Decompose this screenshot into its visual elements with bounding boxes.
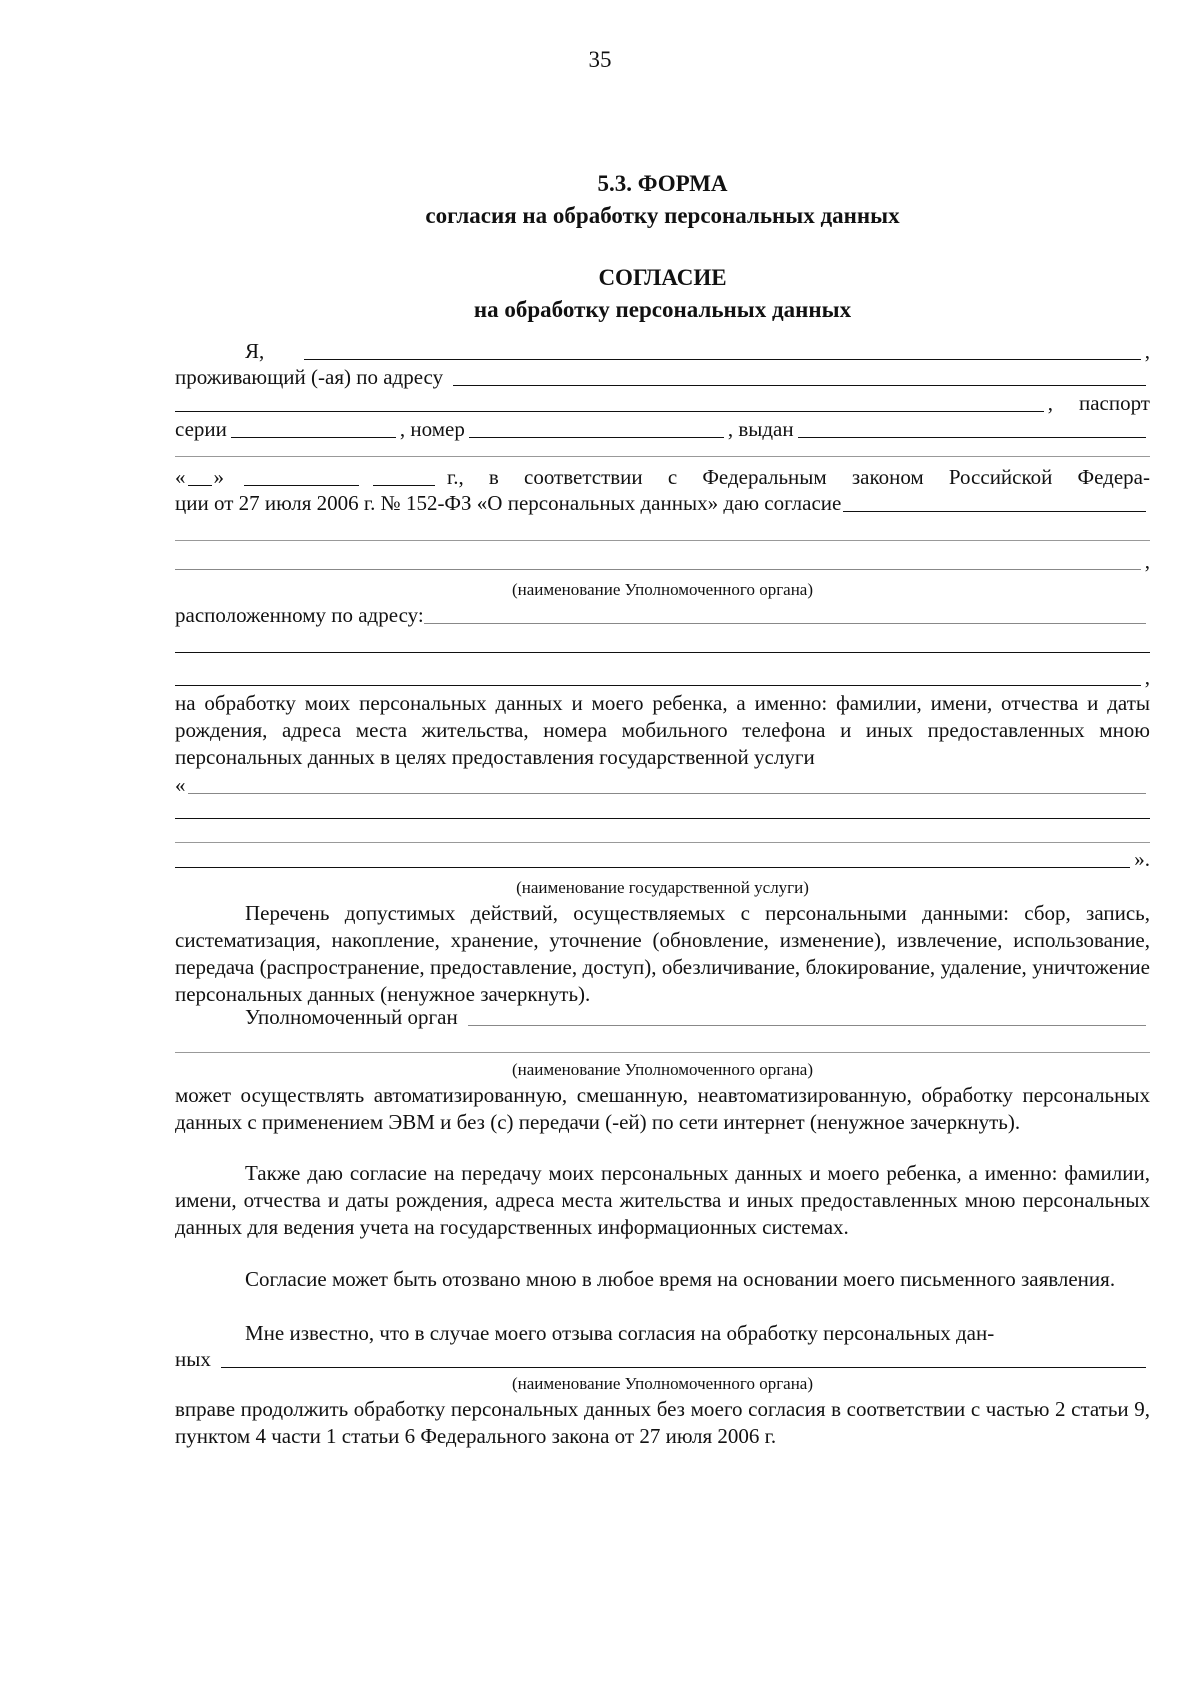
law-text-line2: ции от 27 июля 2006 г. № 152-ФЗ «О персональных данных» даю согласие: [175, 491, 842, 515]
authorized-body-address-line-2[interactable]: [175, 652, 1150, 653]
gov-service-line-2[interactable]: [175, 818, 1150, 819]
consent-to-field[interactable]: [843, 491, 1146, 512]
may-process-paragraph: может осуществлять автоматизированную, смешанную, неавтоматизированную, обработку персональных данных с применением ЭВМ и без (с) передачи (-ей) по сети интернет (ненужное зачеркнуть).: [175, 1083, 1150, 1134]
form-heading: [175, 168, 1150, 232]
actions-paragraph: Перечень допустимых действий, осуществляемых с персональными данными: сбор, запись, систематизация, накопление, хранение, уточнение (обновление, изменение), извлечение, использование, передача (распространение, предоставление, доступ), обезличивание, блокирование, удаление, уничтожение персональных данных (ненужное зачеркнуть).: [175, 901, 1150, 1006]
residing-label: проживающий (-ая) по адресу: [175, 365, 444, 389]
name-row: [175, 338, 1150, 365]
comma: ,: [1144, 665, 1150, 689]
law-text-line1: г., в соответствии с Федеральным законом Российской Федера-: [447, 465, 1150, 489]
quote-close: ».: [1134, 847, 1150, 871]
document-subtitle: на обработку персональных данных: [473, 297, 852, 322]
series-label: серии: [175, 417, 227, 441]
authorized-body-caption-2: (наименование Уполномоченного органа): [511, 1060, 814, 1079]
form-title: 5.3. ФОРМА: [597, 171, 728, 196]
number-label: , номер: [399, 417, 465, 441]
gov-service-caption: (наименование государственной услуги): [516, 878, 809, 897]
authorized-body-address-field[interactable]: [424, 603, 1146, 624]
gov-service-line-3[interactable]: [175, 842, 1150, 843]
quote-close: »: [213, 465, 224, 489]
form-subtitle: согласия на обработку персональных данных: [425, 203, 900, 228]
issued-label: , выдан: [727, 417, 794, 441]
address-row: [175, 364, 1150, 391]
data-row: [175, 1346, 1150, 1373]
located-label: расположенному по адресу:: [175, 603, 424, 627]
passport-issued-by-field[interactable]: [798, 417, 1146, 438]
located-row: [175, 602, 1150, 629]
known-paragraph: Мне известно, что в случае моего отзыва согласия на обработку персональных дан-: [245, 1321, 995, 1345]
comma: ,: [1047, 391, 1053, 415]
service-end-row: [175, 846, 1150, 873]
residence-address-continued-field[interactable]: [175, 391, 1044, 412]
address-end-row: [175, 664, 1150, 691]
residence-address-field[interactable]: [453, 365, 1146, 386]
authorized-body-caption: (наименование Уполномоченного органа): [511, 580, 814, 599]
comma: ,: [1144, 339, 1150, 363]
passport-series-field[interactable]: [231, 417, 396, 438]
issue-day-field[interactable]: [188, 465, 212, 486]
transfer-paragraph: Также даю согласие на передачу моих персональных данных и моего ребенка, а именно: фамилии, имени, отчества и даты рождения, адреса места жительства и иных предоставленных мною персональных данных для ведения учета на государственных информационных системах.: [175, 1161, 1150, 1239]
document-heading: [175, 262, 1150, 326]
quote-open: «: [175, 465, 186, 489]
gov-service-line-4[interactable]: [175, 847, 1130, 868]
authorized-body-name-line-2[interactable]: [175, 1052, 1150, 1053]
authorized-body-address-line-3[interactable]: [175, 665, 1141, 686]
authorized-body-label: Уполномоченный орган: [245, 1005, 458, 1029]
comma: ,: [1144, 549, 1150, 573]
page-number: 35: [588, 47, 612, 72]
revoke-paragraph: Согласие может быть отозвано мною в любое время на основании моего письменного заявления.: [245, 1267, 1116, 1291]
document-title: СОГЛАСИЕ: [598, 265, 727, 290]
authorized-body-name-field[interactable]: [468, 1005, 1146, 1026]
authorized-body-field-3[interactable]: [221, 1347, 1146, 1368]
passport-details-row: [175, 416, 1150, 443]
passport-row: [175, 390, 1150, 417]
issued-by-continued-line[interactable]: [175, 456, 1150, 457]
authorized-body-line-1[interactable]: [175, 540, 1150, 541]
quote-open: «: [175, 773, 186, 797]
passport-label: паспорт: [1078, 391, 1150, 415]
full-name-field[interactable]: [304, 339, 1140, 360]
law-row: [175, 490, 1150, 517]
issue-month-field[interactable]: [244, 465, 359, 486]
processing-paragraph: на обработку моих персональных данных и моего ребенка, а именно: фамилии, имени, отчества и даты рождения, адреса места жительства, номера мобильного телефона и иных предоставленных мною персональных данных в целях предоставления государственной услуги: [175, 691, 1150, 769]
continue-paragraph: вправе продолжить обработку персональных данных без моего согласия в соответствии с частью 2 статьи 9, пунктом 4 части 1 статьи 6 Федерального закона от 27 июля 2006 г.: [175, 1397, 1150, 1448]
issue-date-row: [175, 464, 1150, 491]
authorized-body-line-2[interactable]: [175, 549, 1141, 570]
authorized-body-row: [175, 548, 1150, 575]
authorized-body-caption-3: (наименование Уполномоченного органа): [511, 1374, 814, 1393]
gov-service-field[interactable]: [188, 773, 1147, 794]
authorized-body-name-row: [175, 1004, 1150, 1031]
issue-year-field[interactable]: [373, 465, 435, 486]
passport-number-field[interactable]: [469, 417, 724, 438]
data-label: ных: [175, 1347, 211, 1371]
ya-label: Я,: [245, 339, 265, 363]
service-row: [175, 772, 1150, 799]
